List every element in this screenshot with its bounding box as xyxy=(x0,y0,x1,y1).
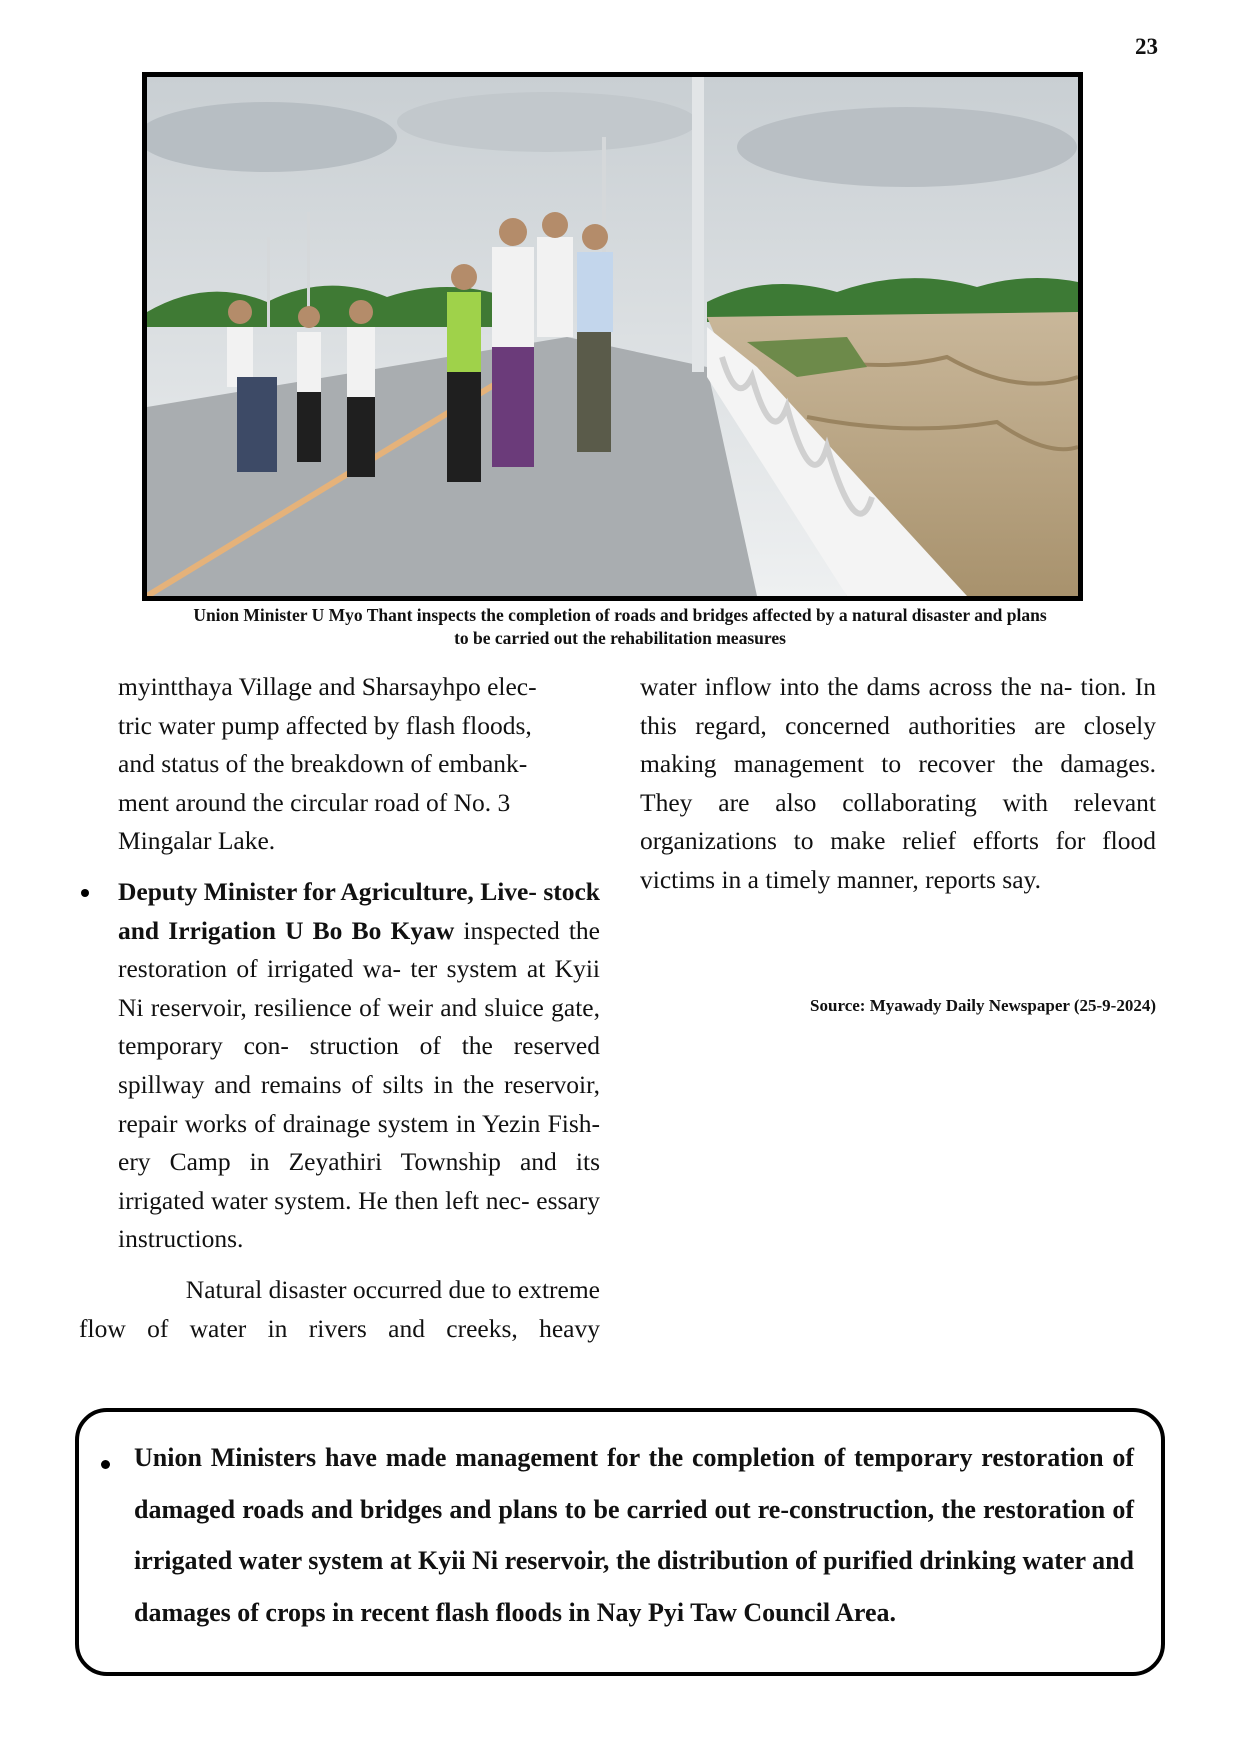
para1-line: Mingalar Lake. xyxy=(118,826,276,856)
source-credit: Source: Myawady Daily Newspaper (25-9-2024) xyxy=(810,996,1156,1015)
caption-line-1: Union Minister U Myo Thant inspects the completion of roads and bridges affected by a natural disaster and plans xyxy=(193,605,1047,625)
para1-line: and status of the breakdown of embank- xyxy=(118,749,528,779)
bullet-icon xyxy=(101,1460,110,1469)
highlight-text: Union Ministers have made management for the completion of temporary restoration of damaged roads and bridges and plans to be carried out re-construction, the restoration of irrigated water system at Kyii Ni reservoir, the distribution of purified drinking water and damages of crops in recent flash floods in Nay Pyi Taw Council Area. xyxy=(134,1443,1134,1627)
para3-line-1: Natural disaster occurred due to extreme xyxy=(185,1274,600,1304)
para1-line: ment around the circular road of No. 3 xyxy=(118,787,511,817)
news-photo xyxy=(142,72,1083,601)
bullet-body-text: inspected the restoration of irrigated wa- ter system at Kyii Ni reservoir, resilience of weir and sluice gate, temporary con- struction of the reserved spillway and remains of silts in the reservoir, repair works of drainage system in Yezin Fish- ery Camp in Zeyathiri Township and its irrigated water system. He then left nec- essary instructions. xyxy=(118,915,600,1254)
bullet-item-deputy-minister xyxy=(118,873,600,1259)
para1-line: tric water pump affected by flash floods, xyxy=(118,710,532,740)
page-number: 23 xyxy=(1135,34,1158,59)
para3-line-2: flow of water in rivers and creeks, heavy xyxy=(79,1313,600,1343)
para1-line: myintthaya Village and Sharsayhpo elec- xyxy=(118,672,537,701)
left-paragraph-3 xyxy=(79,1271,600,1348)
highlight-box xyxy=(75,1408,1165,1676)
photo-illustration xyxy=(147,77,1078,596)
left-column xyxy=(79,668,600,1348)
right-column xyxy=(640,668,1156,900)
photo-caption xyxy=(100,604,1140,650)
right-paragraph: water inflow into the dams across the na- tion. In this regard, concerned authorities are closely making management to recover the damages. They are also collaborating with relevant organizations to make relief efforts for flood victims in a timely manner, reports say. xyxy=(640,672,1156,894)
bullet-icon xyxy=(81,889,89,897)
left-paragraph-1 xyxy=(118,668,600,861)
caption-line-2: to be carried out the rehabilitation measures xyxy=(454,628,786,648)
bullet-bold-text: Deputy Minister for Agriculture, Live- stock and Irrigation U Bo Bo Kyaw xyxy=(118,876,600,945)
